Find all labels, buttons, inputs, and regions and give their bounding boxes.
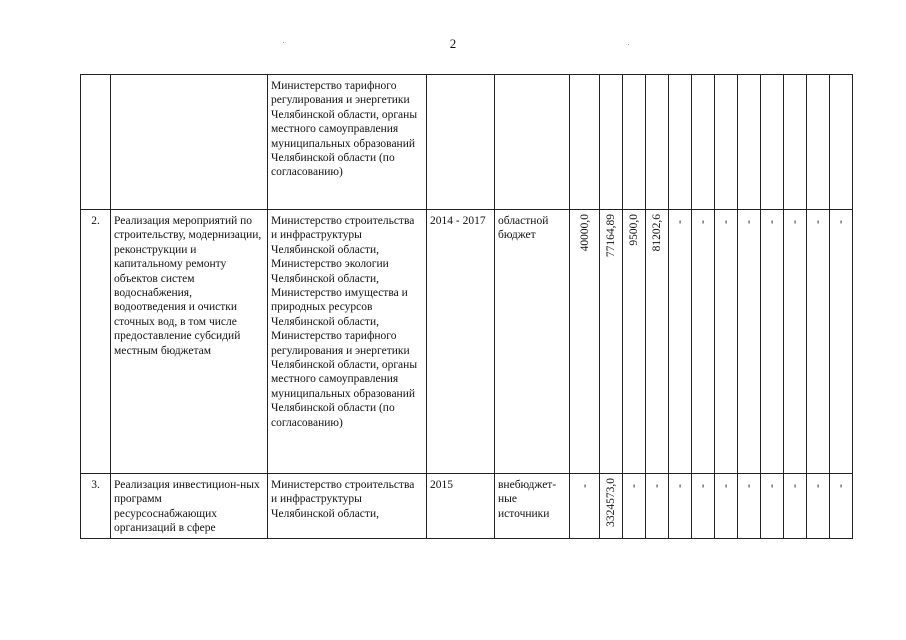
value-cell: - <box>692 210 715 474</box>
value-cell: - <box>830 210 853 474</box>
value-cell <box>570 75 600 210</box>
scan-speck <box>628 44 629 45</box>
executor-cell: Министерство строительства и инфраструктуры Челябинской области, <box>268 474 427 539</box>
value-cell: - <box>761 474 784 539</box>
source-cell: внебюджет-ные источники <box>495 474 570 539</box>
value-cell: 9500,0 <box>623 210 646 474</box>
value-cell: 3324573,0 <box>600 474 623 539</box>
value-cell <box>830 75 853 210</box>
value-cell: - <box>784 474 807 539</box>
value-cell: - <box>761 210 784 474</box>
value-cell: - <box>807 210 830 474</box>
table-row <box>81 474 853 539</box>
page-number: 2 <box>449 36 457 51</box>
activity-cell: Реализация мероприятий по строительству, модернизации, реконструкции и капитальному ремонту объектов систем водоснабжения, водоотведения и очистки сточных вод, в том числе предоставление субсидий местным бюджетам <box>111 210 268 474</box>
value-cell <box>784 75 807 210</box>
source-cell: областной бюджет <box>495 210 570 474</box>
value-cell: - <box>623 474 646 539</box>
value-cell: - <box>715 210 738 474</box>
value-cell: - <box>738 474 761 539</box>
value-cell <box>807 75 830 210</box>
value-cell <box>600 75 623 210</box>
executor-cell: Министерство тарифного регулирования и энергетики Челябинской области, органы местного самоуправления муниципальных образований Челябинской области (по согласованию) <box>268 75 427 210</box>
value-cell: - <box>669 210 692 474</box>
row-number: 3. <box>81 474 111 539</box>
value-cell <box>669 75 692 210</box>
value-cell <box>646 75 669 210</box>
row-number: 2. <box>81 210 111 474</box>
value-cell: - <box>738 210 761 474</box>
row-number <box>81 75 111 210</box>
table-row <box>81 210 853 474</box>
value-cell: 77164,89 <box>600 210 623 474</box>
program-table <box>80 74 853 539</box>
value-cell: - <box>692 474 715 539</box>
source-cell <box>495 75 570 210</box>
executor-cell: Министерство строительства и инфраструктуры Челябинской области, Министерство экологии Челябинской области, Министерство имущества и природных ресурсов Челябинской области, Министерство тарифного регулирования и энергетики Челябинской области, органы местного самоуправления муниципальных образований Челябинской области (по согласованию) <box>268 210 427 474</box>
value-cell: 40000,0 <box>570 210 600 474</box>
value-cell: - <box>807 474 830 539</box>
value-cell: - <box>830 474 853 539</box>
scan-speck <box>283 42 284 43</box>
value-cell <box>738 75 761 210</box>
period-cell <box>427 75 495 210</box>
value-cell: - <box>715 474 738 539</box>
value-cell: 81202,6 <box>646 210 669 474</box>
value-cell: - <box>784 210 807 474</box>
activity-cell <box>111 75 268 210</box>
value-cell <box>715 75 738 210</box>
table-row <box>81 75 853 210</box>
value-cell: - <box>669 474 692 539</box>
value-cell: - <box>570 474 600 539</box>
value-cell <box>623 75 646 210</box>
value-cell: - <box>646 474 669 539</box>
value-cell <box>692 75 715 210</box>
activity-cell: Реализация инвестицион-ных программ ресурсоснабжающих организаций в сфере <box>111 474 268 539</box>
period-cell: 2015 <box>427 474 495 539</box>
period-cell: 2014 - 2017 <box>427 210 495 474</box>
value-cell <box>761 75 784 210</box>
